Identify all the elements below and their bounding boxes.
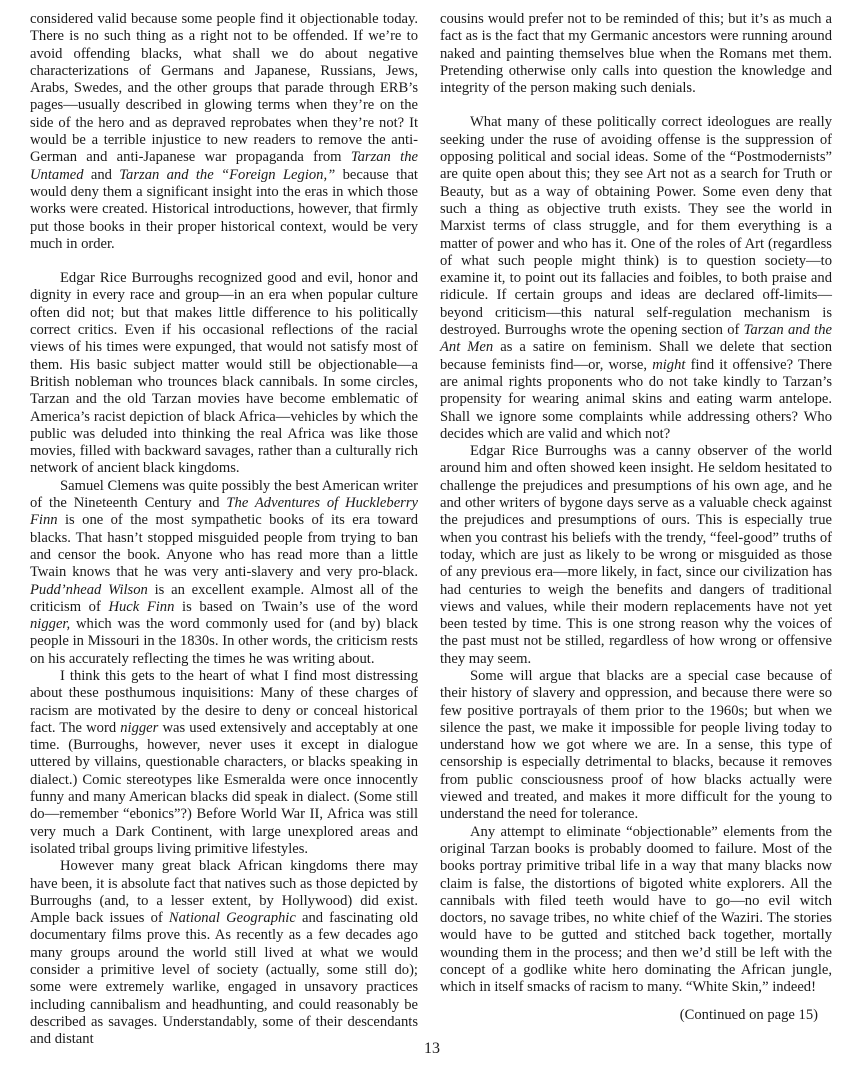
text-run: and <box>83 166 120 183</box>
text-run: Edgar Rice Burroughs recognized good and evil, honor and dignity in every race and group—in an era when popular culture often did not; but that makes little difference to his politically correct critics. Even if his occasional reflections of the racial views of his times were expunged, that would not satisfy most of them. His basic subject matter would still be objectionable—a British nobleman who trounces black cannibals. In some circles, Tarzan and the old Tarzan movies have become emblematic of America’s racist depiction of black Africa—vehicles by which the public was deluded into thinking the real Africa was like those movies, filled with backward savages, rather than a culturally rich network of ancient black kingdoms. <box>30 270 418 477</box>
italic-title: might <box>652 356 686 373</box>
text-run: cousins would prefer not to be reminded of this; but it’s as much a fact as is the fact that my Germanic ancestors were running around naked and painting themselves blue when the Romans met them. Pretending otherwise only calls into question the knowledge and integrity of the person making such denials. <box>440 11 832 97</box>
italic-title: The Adventures of Huckleberry Finn <box>30 495 419 529</box>
text-run: find it offensive? There are animal rights proponents who do not take kindly to Tarzan’s propensity for wearing animal skins and eating warm antelope. Shall we ignore some complaints while addressing others? Who decides which are valid and which not? <box>440 356 832 442</box>
paragraph <box>440 668 832 824</box>
text-run: considered valid because some people find it objectionable today. There is no such thing as a right not to be offended. If we’re to avoid offending blacks, what shall we do about negative characterizations of Germans and Japanese, Russians, Jews, Arabs, Swedes, and the other groups that parade through ERB’s pages—usually described in glowing terms when they’re on the side of the hero and as depraved reprobates when they’re not? It would be a terrible injustice to new readers to remove the anti-German and anti-Japanese war propaganda from <box>30 11 418 166</box>
text-run: which was the word commonly used for (and by) black people in Missouri in the 1830s. In other words, the criticism rests on his accurately reflecting the times he was writing about. <box>30 616 418 667</box>
paragraph <box>440 824 832 997</box>
text-run: Some will argue that blacks are a special case because of their history of slavery and oppression, and because there were so few positive portrayals of them prior to the 1960s; but when we silence the past, we make it impossible for people living today to understand how we got where we are. In a sense, this type of censorship is especially detrimental to blacks, because it removes from public consciousness proof of how blacks actually were viewed and treated, and makes it more difficult for the young to understand the need for tolerance. <box>440 667 832 823</box>
text-run: What many of these politically correct ideologues are really seeking under the ruse of avoiding offense is the suppression of opposing political and social ideas. Some of the “Postmodernists” are quite open about this; they see Art not as a search for Truth or Beauty, but as a way of obtaining Power. Some even deny that such a thing as objective truth exists. They see the world in Marxist terms of class struggle, and for them everything is a matter of power and who has it. One of the roles of Art (regardless of what such people might think) is to question society—to examine it, to point out its fallacies and foibles, to both praise and ridicule. If certain groups and ideas are declared off-limits—beyond criticism—this natural self-regulation mechanism is destroyed. Burroughs wrote the opening section of <box>440 114 832 339</box>
italic-title: Tarzan and the Ant Men <box>440 322 832 356</box>
italic-title: Tarzan and the “Foreign Legion,” <box>119 166 336 183</box>
paragraph <box>440 443 832 668</box>
text-run: as a satire on feminism. Shall we delete that section because feminists find—or, worse, <box>440 339 832 373</box>
right-column <box>440 11 832 1024</box>
text-run: is an excellent example. Almost all of the criticism of <box>30 581 419 615</box>
paragraph <box>440 11 832 97</box>
text-run: However many great black African kingdoms there may have been, it is absolute fact that natives such as those depicted by Burroughs (and, to a lesser extent, by Hollywood) did exist. Ample back issues of <box>30 858 418 927</box>
paragraph <box>30 270 418 478</box>
text-run: is one of the most sympathetic books of its era toward blacks. That hasn’t stopped misguided people from trying to ban and censor the book. Anyone who has read more than a little Twain knows that he was very anti-slavery and very pro-black. <box>30 512 418 581</box>
italic-title: Pudd’nhead Wilson <box>30 581 148 598</box>
text-run: (Continued on page 15) <box>679 1006 818 1023</box>
paragraph <box>30 478 418 668</box>
paragraph <box>30 11 418 253</box>
continued-note <box>440 1007 832 1024</box>
italic-title: Tarzan the Untamed <box>30 149 418 183</box>
page-number: 13 <box>424 1040 440 1057</box>
text-run: Samuel Clemens was quite possibly the best American writer of the Nineteenth Century and <box>30 477 418 512</box>
text-run: is based on Twain’s use of the word <box>174 598 418 615</box>
italic-title: nigger, <box>30 616 71 633</box>
text-run: was used extensively and acceptably at one time. (Burroughs, however, never uses it except in dialogue uttered by villains, questionable characters, or blacks speaking in dialect.) Comic stereotypes like Esmeralda were once innocently funny and many American blacks did speak in dialect. (Some still do—remember “ebonics”?) Before World War II, Africa was still very much a Dark Continent, with large unexplored areas and isolated tribal groups living primitive lifestyles. <box>30 719 418 857</box>
text-run: because that would deny them a significant insight into the eras in which those works were created. Historical introductions, however, that firmly put those books in their proper historical context, would be very much in order. <box>30 166 418 252</box>
paragraph <box>30 668 418 858</box>
left-column <box>30 11 418 1049</box>
italic-title: National Geographic <box>168 910 296 927</box>
italic-title: nigger <box>120 719 159 736</box>
paragraph <box>440 114 832 443</box>
text-run: I think this gets to the heart of what I find most distressing about these posthumous inquisitions: Many of these charges of racism are motivated by the desire to deny or conceal historical fact. The word <box>30 667 418 736</box>
text-run: Any attempt to eliminate “objectionable” elements from the original Tarzan books is probably doomed to failure. Most of the books portray primitive tribal life in a way that many blacks now claim is false, the distortions of bigoted white explorers. All the cannibals with filed teeth would have to go—no evil witch doctors, no savage tribes, no white chief of the Waziri. The stories would have to be gutted and stitched back together, mortally wounding them in the process; and then we’d still be left with the concept of a godlike white hero dominating the African jungle, which in itself smacks of racism to many. “White Skin,” indeed! <box>440 823 832 996</box>
text-run: Edgar Rice Burroughs was a canny observer of the world around him and often showed keen insight. He seldom hesitated to challenge the prejudices and presumptions of his own age, and he and other writers of bygone days serve as a valuable check against the prejudices and presumptions of ours. This is especially true when you contrast his beliefs with the trendy, “feel-good” truths of today, which are just as likely to be wrong or misguided as those of any previous era—more likely, in fact, since our civilization has had centuries to weigh the benefits and dangers of traditional views and values, while their modern replacements have not yet been tested by time. This is one strong reason why the voices of the past must not be stilled, regardless of how wrong or offensive they may seem. <box>440 443 832 667</box>
text-run: and fascinating old documentary films prove this. As recently as a few decades ago many groups around the world still lived at what we would consider a primitive level of society (actually, some still do); some were extremely warlike, engaged in unsavory practices including cannibalism and headhunting, and could reasonably be described as savages. Understandably, some of their descendants and distant <box>30 910 419 1048</box>
paragraph <box>30 858 418 1048</box>
italic-title: Huck Finn <box>108 598 175 615</box>
